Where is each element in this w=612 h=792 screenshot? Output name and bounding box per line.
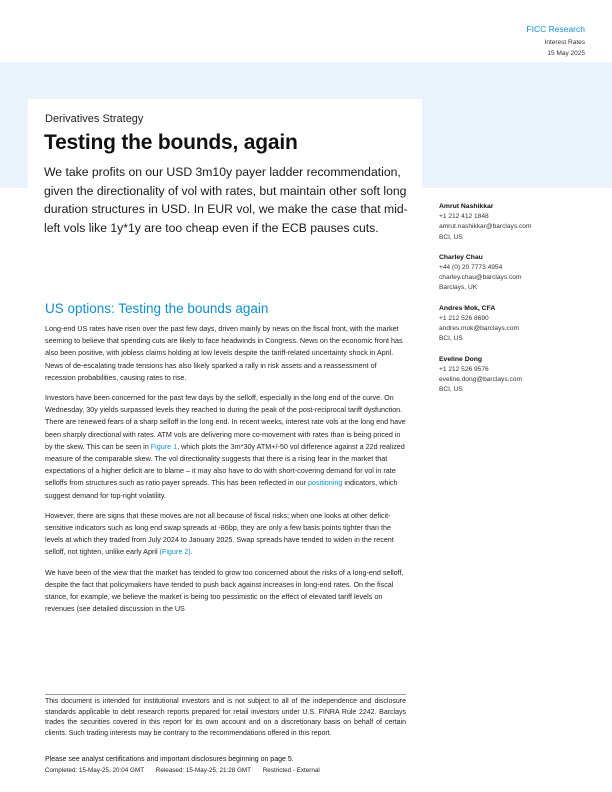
figure-1-link[interactable]: Figure 1 [150, 441, 178, 451]
body-paragraph: We have been of the view that the market has tended to grow too concerned about the risks of a long-end selloff, despite the fact that policymakers have tended to push back against increases in long-end rates. On the fiscal stance, for example, we believe the market is being too pessimistic on the effect of elevated tariff levels on revenues (see detailed discussion in the US [45, 567, 404, 614]
certifications-note: Please see analyst certifications and important disclosures beginning on page 5. [45, 756, 294, 763]
author-card [439, 303, 599, 345]
figure-2-link[interactable]: (Figure 2) [159, 547, 191, 557]
author-card [439, 252, 599, 294]
report-summary: We take profits on our USD 3m10y payer ladder recommendation, given the directionality of vol with rates, but maintain other soft long duration structures in USD. In EUR vol, we make the case that mid-left vols like 1y*1y are too cheap even if the ECB pauses cuts. [44, 165, 408, 235]
body-text: . [190, 547, 193, 557]
body-text: indicators, which suggest demand for top-right volatility. [45, 478, 398, 500]
body-paragraph [45, 510, 407, 559]
author-entity: BCI, US [439, 335, 463, 343]
author-name: Amrut Nashikkar [439, 203, 494, 210]
author-card [439, 201, 599, 243]
author-entity: BCI, US [439, 233, 463, 241]
author-phone: +1 212 412 1848 [439, 213, 489, 220]
author-email[interactable]: eveline.dong@barclays.com [439, 375, 522, 383]
author-entity: Barclays, UK [439, 284, 478, 292]
release-info [45, 767, 330, 774]
report-header [526, 24, 585, 59]
title-box [28, 99, 422, 274]
subdepartment-label: Interest Rates [544, 39, 585, 46]
author-email[interactable]: andres.mok@barclays.com [439, 325, 519, 333]
author-name: Eveline Dong [439, 355, 483, 363]
footer-divider [45, 694, 406, 695]
author-entity: BCI, US [439, 386, 463, 394]
author-email[interactable]: amrut.nashikkar@barclays.com [439, 223, 532, 231]
body-paragraph [45, 392, 407, 502]
report-date: 15 May 2025 [547, 50, 585, 57]
body-text: Investors have been concerned for the past few days by the selloff, especially in the long end of the curve. On Wednesday, 30y yields surpassed levels they reached to during the peak of the post-reciprocal tariff dysfunction. There are renewed fears of a sharp selloff in the long end. In recent weeks, interest rate vols at the long end have been sharply directional with rates. ATM vols are delivering more co-movement with rates than is being priced in by the skew. This can be seen in [45, 393, 406, 451]
author-phone: +44 (0) 20 7773 4954 [439, 263, 503, 271]
author-name: Andres Mok, CFA [439, 304, 496, 312]
author-email[interactable]: charley.chau@barclays.com [439, 274, 522, 282]
disclaimer: This document is intended for institutional investors and is not subject to all of the independence and disclosure standards applicable to debt research reports prepared for retail investors under U.S. FINRA Rule 2242. Barclays trades the securities covered in this report for its own account and on a discretionary basis on behalf of certain clients. Such trading interests may be contrary to the recommendations offered in this report. [45, 698, 406, 737]
author-phone: +1 212 526 8690 [439, 314, 489, 322]
author-card [439, 354, 599, 396]
positioning-link[interactable]: positioning [308, 478, 343, 488]
body-paragraph: Long-end US rates have risen over the past few days, driven mainly by news on the fiscal front, with the market seeming to believe that spending cuts are likely to face headwinds in Congress. News on the economic front has also been positive, with jobless claims holding at low levels despite the tariff-related uncertainty shock in April. News of de-escalating trade tensions has also likely sparked a rally in risk assets and a reassessment of recession probabilities, causing rates to rise. [45, 324, 403, 382]
section-title: US options: Testing the bounds again [45, 301, 269, 316]
classification-label: Restricted - External [262, 767, 320, 774]
report-title: Testing the bounds, again [44, 131, 298, 154]
completed-time: Completed: 15-May-25, 20:04 GMT [45, 767, 145, 774]
body-text: However, there are signs that these moves are not all because of fiscal risks; when one looks at other deficit-sensitive indicators such as long end swap spreads at -86bp, they are only a few basis points tighter than the levels at which they traded from July 2024 to January 2025. Swap spreads have tended to widen in the recent selloff, not tighten, unlike early April [45, 510, 394, 557]
section-body [45, 323, 407, 623]
released-time: Released: 15-May-25, 21:28 GMT [155, 767, 251, 774]
author-list [439, 201, 599, 405]
report-kicker: Derivatives Strategy [45, 113, 144, 125]
author-phone: +1 212 526 9576 [439, 365, 489, 373]
author-name: Charley Chau [439, 253, 483, 261]
department-label: FICC Research [526, 24, 585, 34]
body-text: , which plots the 3m*30y ATM+/-50 vol difference against a 22d realized measure of the comparable skew. The vol directionality suggests that there is a rising fear in the market that expectations of a higher deficit are to blame – it may also have to do with short-covering demand for vol in rate selloffs from structures such as ratio payer spreads. This has been reflected in our [45, 441, 405, 488]
